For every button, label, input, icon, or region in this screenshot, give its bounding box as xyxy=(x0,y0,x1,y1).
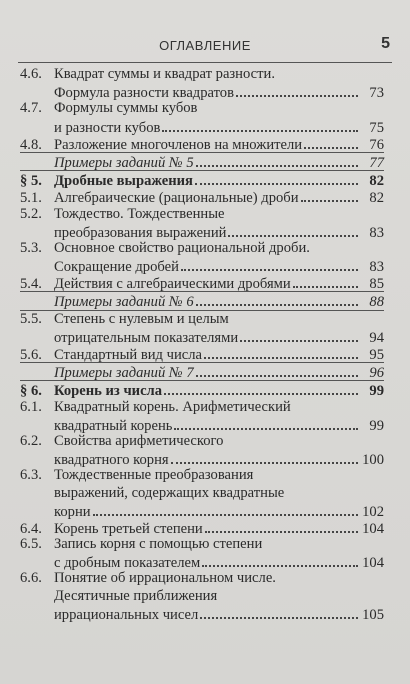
toc-entry xyxy=(20,380,384,398)
toc-line xyxy=(20,605,384,622)
toc-line xyxy=(20,240,384,257)
leader-dots xyxy=(93,502,358,516)
toc-line xyxy=(20,188,384,205)
toc-entry xyxy=(20,206,384,240)
toc-entry xyxy=(20,345,384,362)
toc-line xyxy=(20,485,384,502)
toc-entry-number: 6.4. xyxy=(20,520,42,537)
header-rule xyxy=(18,62,392,63)
toc-line-text: иррациональных чисел xyxy=(54,606,199,623)
toc-line xyxy=(20,100,384,117)
toc-line xyxy=(20,416,384,433)
leader-dots xyxy=(202,553,358,567)
toc-entry xyxy=(20,291,384,309)
toc-line-text: 5.4. Действия с алгебраическими дробями xyxy=(20,276,291,293)
leader-dots xyxy=(204,345,358,359)
table-of-contents xyxy=(20,66,384,622)
toc-page-number: 82 xyxy=(369,190,384,207)
toc-line xyxy=(20,363,384,380)
running-header xyxy=(18,35,392,64)
toc-line-text: § 5. Дробные выражения xyxy=(20,173,193,190)
leader-dots xyxy=(195,171,358,185)
toc-line xyxy=(20,311,384,328)
toc-line xyxy=(20,83,384,100)
toc-line-text: 5.5. Степень с нулевым и целым xyxy=(20,310,229,327)
toc-line-text: Примеры заданий № 7 xyxy=(54,365,194,382)
leader-dots xyxy=(164,381,358,395)
toc-entry-number: 5.3. xyxy=(20,239,42,256)
toc-line xyxy=(20,171,384,188)
toc-line xyxy=(20,118,384,135)
toc-page-number: 73 xyxy=(369,85,384,102)
toc-entry-number: 6.6. xyxy=(20,570,42,587)
toc-page-number: 105 xyxy=(362,606,384,623)
toc-line-text: § 6. Корень из числа xyxy=(20,383,163,400)
leader-dots xyxy=(240,328,358,342)
toc-line-text: 5.3. Основное свойство рациональной дроби. xyxy=(20,239,310,256)
toc-line xyxy=(20,536,384,553)
toc-line xyxy=(20,206,384,223)
toc-entry-number: § 6. xyxy=(20,383,42,400)
toc-page-number: 104 xyxy=(362,520,384,537)
toc-page-number: 99 xyxy=(369,383,384,400)
toc-page-number: 85 xyxy=(369,276,384,293)
toc-line-text: Десятичные приближения xyxy=(54,587,218,604)
toc-line-text: с дробным показателем xyxy=(54,555,201,572)
toc-line-text: выражений, содержащих квадратные xyxy=(54,484,285,501)
toc-page-number: 76 xyxy=(369,136,384,153)
toc-line xyxy=(20,570,384,587)
toc-page-number: 99 xyxy=(369,417,384,434)
toc-page-number: 83 xyxy=(369,259,384,276)
toc-line-text: 5.2. Тождество. Тождественные xyxy=(20,205,225,222)
toc-page-number: 82 xyxy=(369,173,384,190)
toc-entry-number: 5.5. xyxy=(20,310,42,327)
toc-line xyxy=(20,399,384,416)
toc-entry-number: 5.6. xyxy=(20,347,42,363)
toc-entry xyxy=(20,570,384,622)
toc-line xyxy=(20,274,384,291)
toc-line-text: 5.6. Стандартный вид числа xyxy=(20,347,203,363)
toc-entry xyxy=(20,362,384,380)
toc-entry-number: 5.4. xyxy=(20,276,42,293)
leader-dots xyxy=(171,450,358,464)
toc-line-text: 5.1. Алгебраические (рациональные) дроби xyxy=(20,190,299,207)
toc-line-text: 6.1. Квадратный корень. Арифметический xyxy=(20,398,291,415)
toc-line xyxy=(20,450,384,467)
toc-entry-number: 4.6. xyxy=(20,66,42,82)
toc-page-number: 95 xyxy=(369,347,384,363)
toc-line-text: 4.6. Квадрат суммы и квадрат разности. xyxy=(20,66,275,82)
toc-line xyxy=(20,345,384,362)
toc-line-text: 6.5. Запись корня с помощью степени xyxy=(20,536,263,553)
toc-line-text: квадратный корень xyxy=(54,417,173,434)
toc-line xyxy=(20,588,384,605)
toc-line xyxy=(20,433,384,450)
toc-page-number: 96 xyxy=(369,365,384,382)
toc-line xyxy=(20,135,384,152)
toc-line-text: 4.8. Разложение многочленов на множители xyxy=(20,136,303,153)
leader-dots xyxy=(228,223,358,237)
toc-entry xyxy=(20,135,384,152)
toc-line-text: 4.7. Формулы суммы кубов xyxy=(20,100,198,117)
leader-dots xyxy=(162,118,358,132)
toc-entry xyxy=(20,519,384,536)
toc-line xyxy=(20,292,384,309)
toc-line-text: преобразования выражений xyxy=(54,224,227,241)
toc-page-number: 94 xyxy=(369,329,384,346)
leader-dots xyxy=(236,83,358,97)
leader-dots xyxy=(200,605,358,619)
toc-line-text: отрицательным показателями xyxy=(54,329,239,346)
toc-entry xyxy=(20,152,384,170)
toc-entry-number: 5.2. xyxy=(20,205,42,222)
toc-line-text: Примеры заданий № 5 xyxy=(54,154,194,171)
toc-line xyxy=(20,66,384,83)
leader-dots xyxy=(304,135,358,149)
toc-entry xyxy=(20,433,384,467)
toc-line xyxy=(20,467,384,484)
toc-line xyxy=(20,223,384,240)
toc-line-text: 6.3. Тождественные преобразования xyxy=(20,467,254,484)
toc-page-number: 77 xyxy=(369,154,384,171)
toc-page-number: 102 xyxy=(362,503,384,520)
leader-dots xyxy=(301,188,358,202)
toc-line-text: Примеры заданий № 6 xyxy=(54,294,194,311)
toc-entry xyxy=(20,536,384,570)
toc-entry-number: 6.5. xyxy=(20,536,42,553)
leader-dots xyxy=(174,416,358,430)
toc-entry-number: 4.7. xyxy=(20,100,42,117)
toc-entry xyxy=(20,66,384,100)
toc-line xyxy=(20,328,384,345)
toc-entry-number: § 5. xyxy=(20,173,42,190)
toc-entry-number: 5.1. xyxy=(20,190,42,207)
leader-dots xyxy=(196,292,358,306)
toc-entry xyxy=(20,170,384,188)
toc-entry-number: 6.2. xyxy=(20,432,42,449)
leader-dots xyxy=(293,274,358,288)
toc-line-text: и разности кубов xyxy=(54,119,161,136)
toc-line-text: Формула разности квадратов xyxy=(54,85,234,102)
toc-line xyxy=(20,153,384,170)
toc-entry xyxy=(20,100,384,134)
toc-entry xyxy=(20,310,384,345)
toc-entry-number: 6.3. xyxy=(20,467,42,484)
page-number: 5 xyxy=(381,35,390,52)
toc-entry xyxy=(20,467,384,519)
toc-line xyxy=(20,257,384,274)
toc-page-number: 83 xyxy=(369,224,384,241)
toc-line-text: 6.4. Корень третьей степени xyxy=(20,520,203,537)
toc-line xyxy=(20,502,384,519)
toc-line-text: квадратного корня xyxy=(54,452,169,469)
toc-page-number: 100 xyxy=(362,452,384,469)
toc-entry xyxy=(20,188,384,205)
leader-dots xyxy=(181,257,358,271)
leader-dots xyxy=(205,519,358,533)
toc-line-text: 6.6. Понятие об иррациональном числе. xyxy=(20,570,276,587)
toc-page-number: 88 xyxy=(369,294,384,311)
toc-entry-number: 4.8. xyxy=(20,136,42,153)
header-title: ОГЛАВЛЕНИЕ xyxy=(159,38,251,53)
toc-entry xyxy=(20,399,384,433)
toc-line-text: Сокращение дробей xyxy=(54,259,179,276)
leader-dots xyxy=(196,153,358,167)
leader-dots xyxy=(196,363,358,377)
toc-line-text: 6.2. Свойства арифметического xyxy=(20,432,224,449)
toc-page-number: 75 xyxy=(369,119,384,136)
toc-entry xyxy=(20,240,384,274)
toc-line xyxy=(20,381,384,398)
toc-line xyxy=(20,553,384,570)
toc-line xyxy=(20,519,384,536)
toc-entry xyxy=(20,274,384,291)
toc-line-text: корни xyxy=(54,503,91,520)
toc-entry-number: 6.1. xyxy=(20,398,42,415)
toc-page-number: 104 xyxy=(362,555,384,572)
